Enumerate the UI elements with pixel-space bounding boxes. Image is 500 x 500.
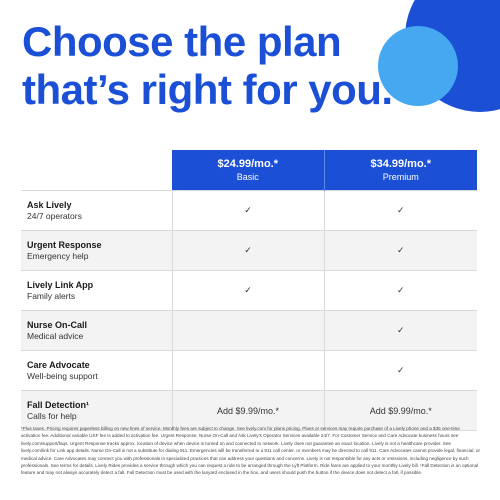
- header-blank-cell: [21, 150, 172, 191]
- feature-description: Well-being support: [27, 370, 98, 381]
- table-row-ask-lively: [21, 191, 477, 231]
- headline-line-1: Choose the plan: [22, 18, 342, 65]
- feature-name: Urgent Response: [27, 239, 102, 250]
- basic-included-check: ✓: [172, 231, 324, 271]
- plan-comparison-table: [21, 150, 477, 431]
- feature-description: Emergency help: [27, 250, 89, 261]
- premium-included-check: ✓: [324, 191, 477, 231]
- basic-not-included-cell: [172, 351, 324, 391]
- feature-cell: [21, 271, 172, 311]
- feature-cell: [21, 191, 172, 231]
- legal-footnote: *Plus taxes. Pricing requires paperless billing on new lines of service. Monthly fees are subject to change. See lively.com for plans pricing. Plans or services may require purchase of a Lively phone and a $35 one-time activation fee. Additional variable USF fee is added to activation fee. Urgent Response, Nurse On-Call and Ask Lively's Operator Services available 24/7. For Customer Service and Care Advocate business hours see lively.com/support/faqs. Urgent Response tracks approx. location of device when device is turned on and connected to network. Lively does not guarantee an exact location. Lively is not a healthcare provider. See lively.com/link for Link app details. Nurse On-Call is not a substitute for dialing 911. Emergencies will be transferred to a 911 call center, or members may be directed to call 911. Care Advocates cannot provide legal, financial, or medical advice. Care Advocates may connect you with professionals in specialized practices that can address your questions and concerns. Lively is not responsible for any acts or omissions, including negligence by such professionals. See terms for details. Lively Rides provides a service through which you can request a ride to be arranged through the Lyft Platform. Ride fares are applied to your monthly Lively bill. ¹Fall Detection is an optional feature and may not always accurately detect a fall. Fall Detection must be used with the lanyard enclosed in the box, and users should push the button if the device does not detect a fall, if possible.: [21, 426, 481, 476]
- page-headline: [22, 18, 393, 114]
- feature-description: Medical advice: [27, 330, 84, 341]
- plan-name-basic: Basic: [236, 171, 259, 182]
- basic-included-check: ✓: [172, 271, 324, 311]
- premium-addon-price: Add $9.99/mo.*: [324, 391, 477, 431]
- feature-description: 24/7 operators: [27, 210, 82, 221]
- premium-included-check: ✓: [324, 271, 477, 311]
- plan-price-basic: $24.99/mo.*: [217, 157, 279, 170]
- basic-addon-price: Add $9.99/mo.*: [172, 391, 324, 431]
- feature-cell: [21, 231, 172, 271]
- feature-description: Family alerts: [27, 290, 76, 301]
- feature-cell: [21, 311, 172, 351]
- table-row-lively-link-app: [21, 271, 477, 311]
- plan-price-premium: $34.99/mo.*: [370, 157, 432, 170]
- feature-name: Lively Link App: [27, 279, 94, 290]
- feature-name: Ask Lively: [27, 199, 72, 210]
- basic-not-included-cell: [172, 311, 324, 351]
- table-row-urgent-response: [21, 231, 477, 271]
- table-row-nurse-on-call: [21, 311, 477, 351]
- premium-included-check: ✓: [324, 311, 477, 351]
- plan-header-row: [21, 150, 477, 191]
- premium-included-check: ✓: [324, 231, 477, 271]
- premium-included-check: ✓: [324, 351, 477, 391]
- feature-description: Calls for help: [27, 410, 77, 421]
- headline-line-2: that’s right for you.: [22, 66, 393, 113]
- feature-cell: [21, 351, 172, 391]
- plan-header-premium: [324, 150, 477, 191]
- feature-name: Fall Detection¹: [27, 399, 90, 410]
- feature-name: Nurse On-Call: [27, 319, 88, 330]
- plan-name-premium: Premium: [382, 171, 419, 182]
- basic-included-check: ✓: [172, 191, 324, 231]
- feature-name: Care Advocate: [27, 359, 90, 370]
- table-row-care-advocate: [21, 351, 477, 391]
- plan-header-basic: [172, 150, 324, 191]
